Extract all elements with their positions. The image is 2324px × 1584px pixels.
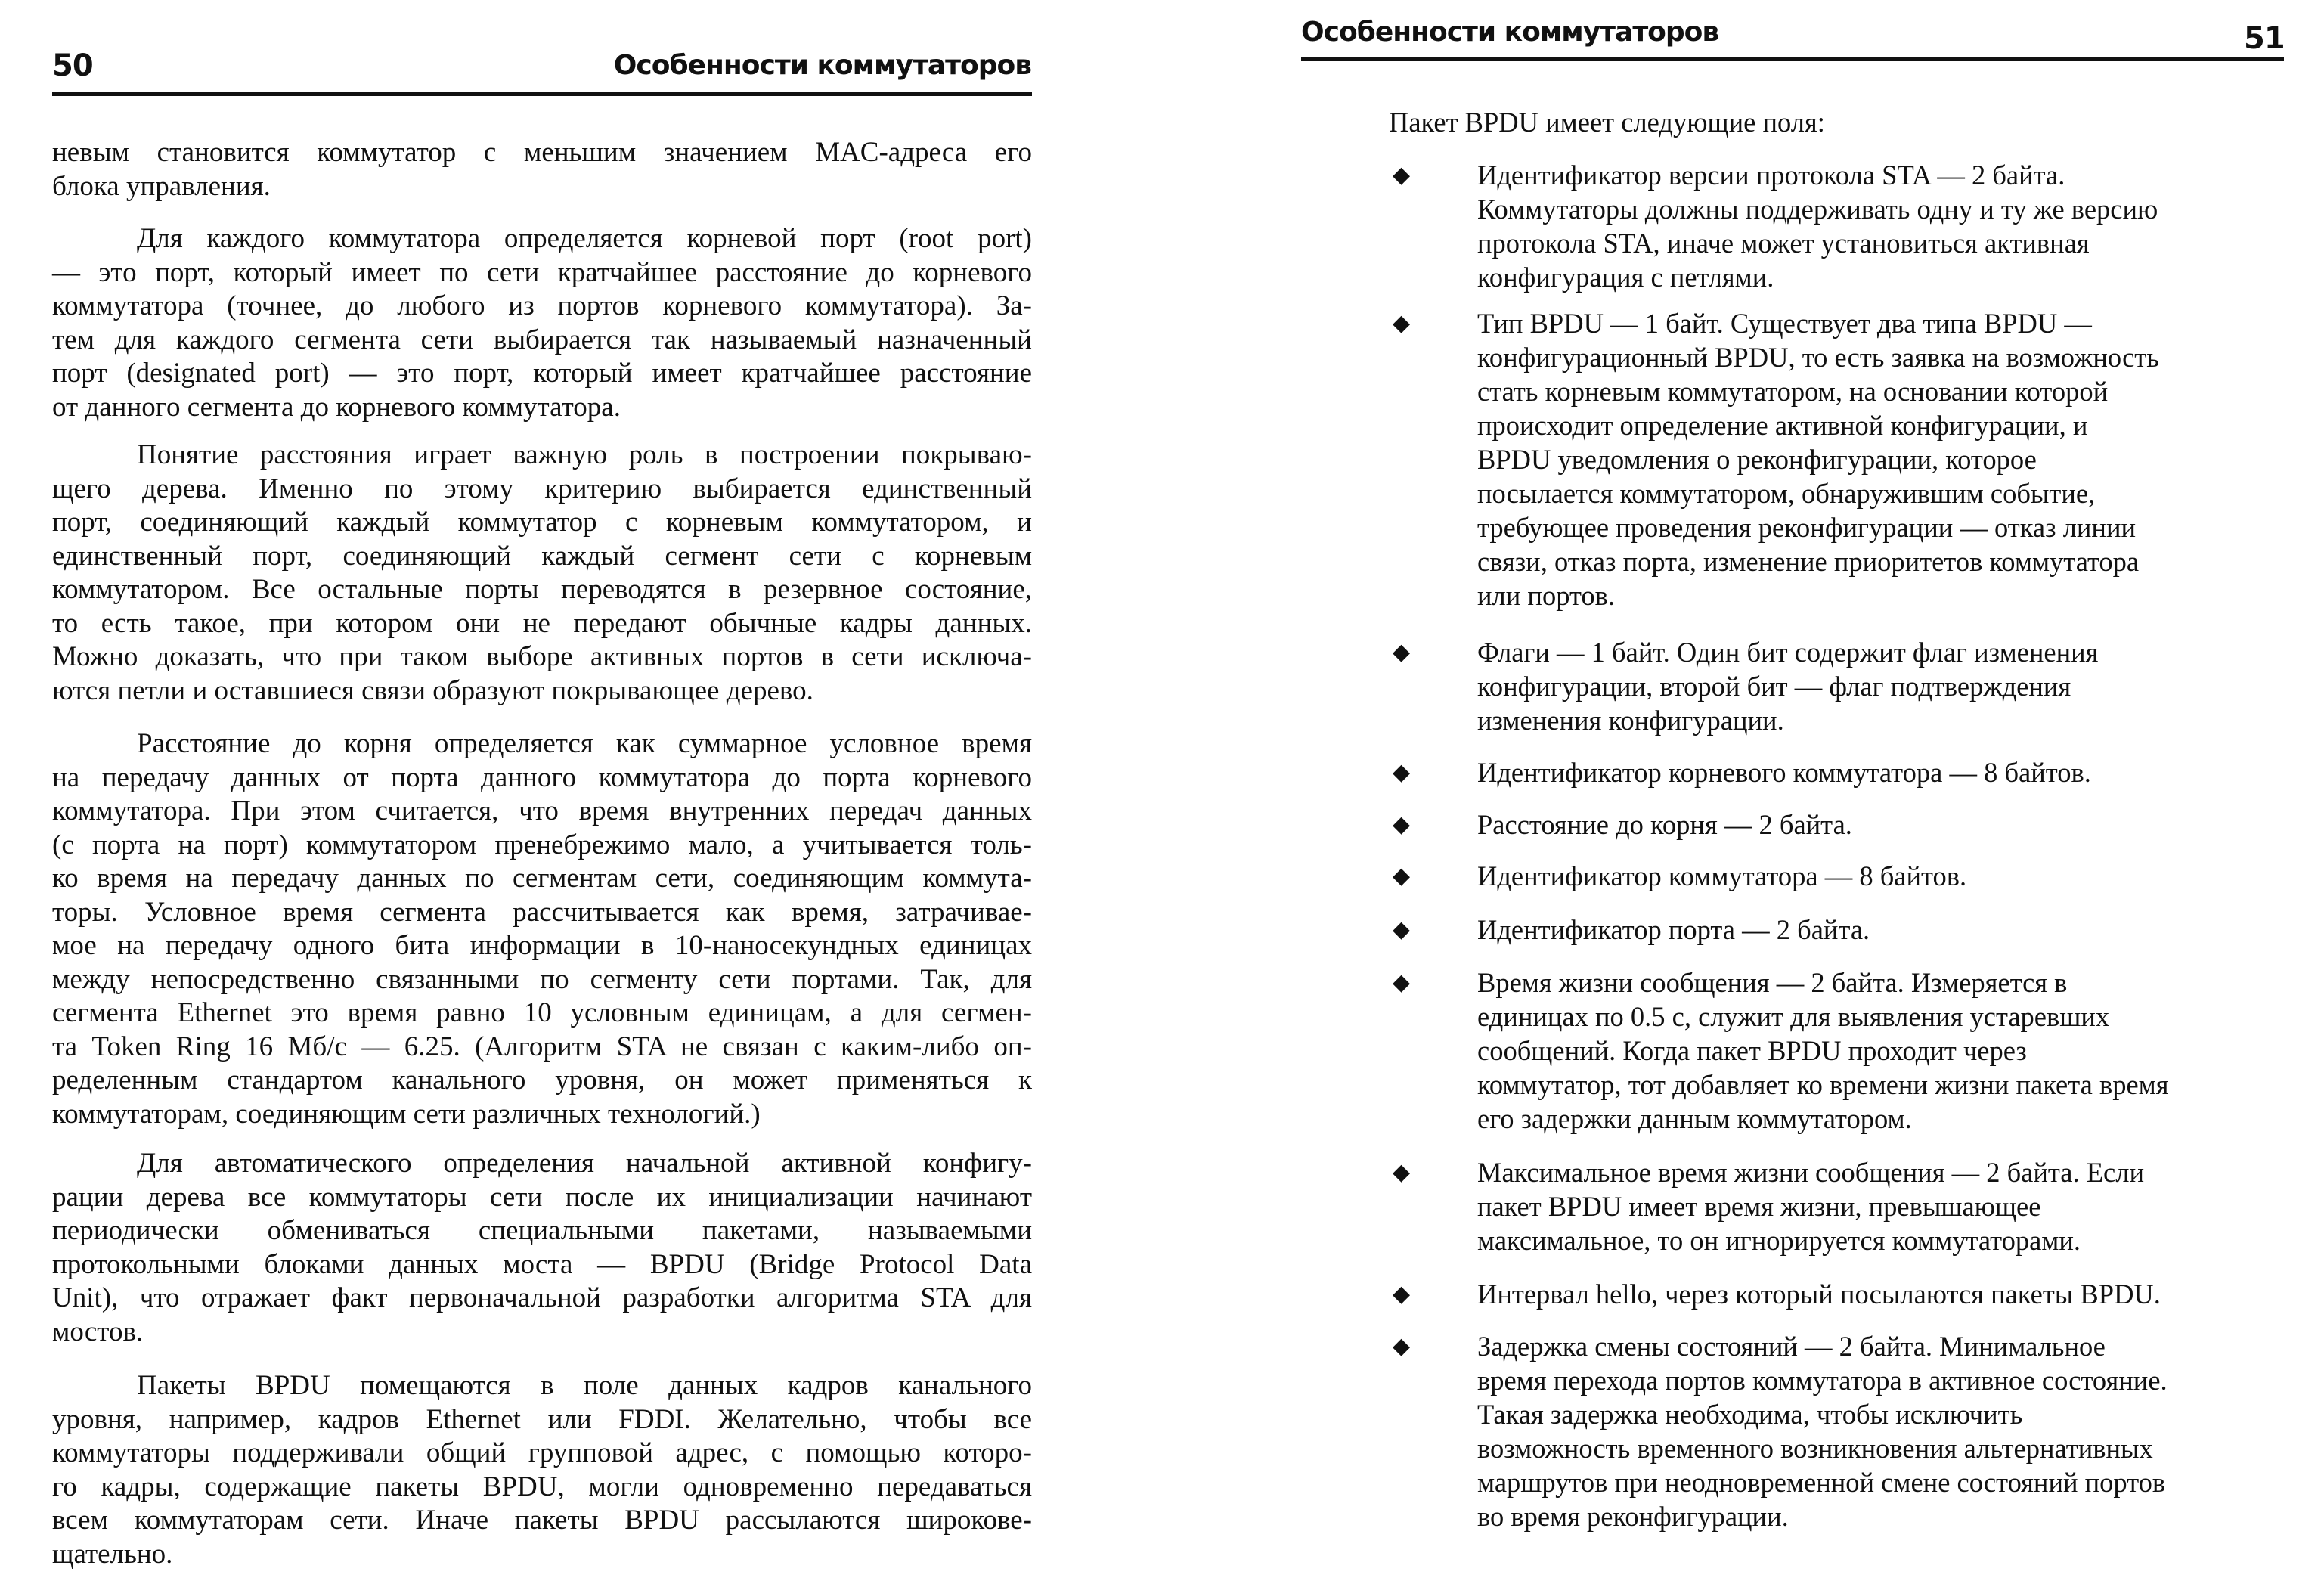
list-item — [1393, 306, 2286, 612]
text-line: Для автоматического определения начальной активной конфигу- — [137, 1148, 1032, 1179]
diamond-bullet-icon: ◆ — [1393, 970, 1411, 995]
page-number-left: 50 — [52, 48, 93, 83]
diamond-bullet-icon: ◆ — [1393, 163, 1411, 188]
text-line: Задержка смены состояний — 2 байта. Минимальное — [1477, 1331, 2106, 1362]
diamond-bullet-icon: ◆ — [1393, 1160, 1411, 1185]
paragraph — [52, 1369, 1032, 1571]
text-line: коммутаторы поддерживали общий групповой адрес, с помощью которо- — [52, 1437, 1032, 1468]
diamond-bullet-icon: ◆ — [1393, 311, 1411, 336]
text-line: порт, соединяющий каждый коммутатор с корневым коммутатором, и — [52, 507, 1032, 538]
text-line: Коммутаторы должны поддерживать одну и ту же версию — [1477, 194, 2158, 225]
text-line: Можно доказать, что при таком выборе активных портов в сети исключа- — [52, 641, 1032, 672]
text-line: коммутатора (точнее, до любого из портов корневого коммутатора). За- — [52, 290, 1032, 321]
list-item — [1393, 966, 2286, 1136]
text-line: единственный порт, соединяющий каждый сегмент сети с корневым — [52, 540, 1032, 572]
text-line: Понятие расстояния играет важную роль в построении покрываю- — [137, 439, 1032, 470]
text-line: Идентификатор порта — 2 байта. — [1477, 914, 1870, 945]
text-line: максимальное, то он игнорируется коммутаторами. — [1477, 1225, 2081, 1256]
list-item — [1393, 755, 2286, 789]
text-line: Расстояние до корня — 2 байта. — [1477, 809, 1852, 840]
text-line: протокольными блоками данных моста — BPDU (Bridge Protocol Data — [52, 1248, 1032, 1280]
text-line: стать корневым коммутатором, на основании которой — [1477, 376, 2109, 407]
text-line: время перехода портов коммутатора в активное состояние. — [1477, 1365, 2168, 1396]
text-line: пакет BPDU имеет время жизни, превышающее — [1477, 1191, 2041, 1222]
paragraph — [52, 1147, 1032, 1349]
text-line: Расстояние до корня определяется как суммарное условное время — [137, 728, 1032, 759]
list-item — [1393, 807, 2286, 842]
text-line: Для каждого коммутатора определяется корневой порт (root port) — [137, 223, 1032, 254]
page-number-right: 51 — [2244, 21, 2285, 56]
text-line: рации дерева все коммутаторы сети после их инициализации начинают — [52, 1181, 1032, 1213]
text-line: конфигурационный BPDU, то есть заявка на возможность — [1477, 342, 2159, 373]
text-line: BPDU уведомления о реконфигурации, которое — [1477, 444, 2037, 475]
text-line: во время реконфигурации. — [1477, 1501, 1789, 1532]
text-line: Интервал hello, через который посылаются пакеты BPDU. — [1477, 1279, 2161, 1310]
text-line: — это порт, который имеет по сети кратчайшее расстояние до корневого — [52, 256, 1032, 288]
text-line: конфигурация с петлями. — [1477, 262, 1774, 293]
text-line: Флаги — 1 байт. Один бит содержит флаг изменения — [1477, 637, 2099, 668]
text-line: его задержки данным коммутатором. — [1477, 1103, 1912, 1134]
diamond-bullet-icon: ◆ — [1393, 917, 1411, 942]
text-line: мостов. — [52, 1316, 144, 1347]
list-item — [1393, 158, 2286, 294]
text-line: щего дерева. Именно по этому критерию выбирается единственный — [52, 473, 1032, 504]
text-line: торы. Условное время сегмента рассчитывается как время, затрачивае- — [52, 896, 1032, 928]
diamond-bullet-icon: ◆ — [1393, 760, 1411, 785]
text-line: всем коммутаторам сети. Иначе пакеты BPDU рассылаются широкове- — [52, 1505, 1032, 1536]
text-line: тем для каждого сегмента сети выбирается так называемый назначенный — [52, 324, 1032, 355]
text-line: мое на передачу одного бита информации в 10-наносекундных единицах — [52, 930, 1032, 961]
paragraph — [52, 136, 1032, 203]
list-item — [1393, 1329, 2286, 1533]
text-line: связи, отказ порта, изменение приоритетов коммутатора — [1477, 546, 2140, 577]
text-line: периодически обмениваться специальными пакетами, называемыми — [52, 1215, 1032, 1246]
text-line: уровня, например, кадров Ethernet или FDDI. Желательно, чтобы все — [52, 1403, 1032, 1435]
list-item — [1393, 859, 2286, 893]
text-line: сообщений. Когда пакет BPDU проходит через — [1477, 1035, 2027, 1066]
text-line: Тип BPDU — 1 байт. Существует два типа BPDU — — [1477, 308, 2092, 339]
list-item — [1393, 1277, 2286, 1311]
list-item — [1393, 635, 2286, 737]
text-line: ко время на передачу данных по сегментам сети, соединяющим коммута- — [52, 863, 1032, 894]
paragraph — [52, 439, 1032, 708]
text-line: Идентификатор корневого коммутатора — 8 байтов. — [1477, 757, 2091, 788]
text-line: изменения конфигурации. — [1477, 705, 1784, 736]
text-line: или портов. — [1477, 580, 1616, 611]
text-line: коммутаторам, соединяющим сети различных технологий.) — [52, 1098, 761, 1130]
running-head-left: Особенности коммутаторов — [613, 50, 1031, 81]
text-line: Идентификатор коммутатора — 8 байтов. — [1477, 860, 1967, 891]
running-head-right: Особенности коммутаторов — [1301, 17, 1719, 48]
text-line: (с порта на порт) коммутатором пренебрежимо мало, а учитывается толь- — [52, 829, 1032, 860]
text-line: невым становится коммутатор с меньшим значением MAC-адреса его — [52, 137, 1032, 168]
text-line: Unit), что отражает факт первоначальной разработки алгоритма STA для — [52, 1282, 1032, 1313]
text-line: коммутатором. Все остальные порты переводятся в резервное состояние, — [52, 574, 1032, 605]
text-line: сегмента Ethernet это время равно 10 условным единицам, а для сегмен- — [52, 997, 1032, 1028]
text-line: между непосредственно связанными по сегменту сети портами. Так, для — [52, 963, 1032, 995]
text-line: блока управления. — [52, 170, 271, 202]
text-line: конфигурации, второй бит — флаг подтверждения — [1477, 671, 2071, 702]
text-line: возможность временного возникновения альтернативных — [1477, 1433, 2153, 1464]
diamond-bullet-icon: ◆ — [1393, 863, 1411, 888]
text-line: Такая задержка необходима, чтобы исключить — [1477, 1399, 2023, 1430]
text-line: Идентификатор версии протокола STA — 2 байта. — [1477, 160, 2065, 191]
diamond-bullet-icon: ◆ — [1393, 1282, 1411, 1307]
text-line: порт (designated port) — это порт, который имеет кратчайшее расстояние — [52, 358, 1032, 389]
text-line: на передачу данных от порта данного коммутатора до порта корневого — [52, 761, 1032, 793]
paragraph — [52, 222, 1032, 424]
text-line: протокола STA, иначе может установиться активная — [1477, 228, 2090, 259]
text-line: маршрутов при неодновременной смене состояний портов — [1477, 1467, 2166, 1498]
text-line: то есть такое, при котором они не передают обычные кадры данных. — [52, 607, 1032, 639]
text-line: ределенным стандартом канального уровня, он может применяться к — [52, 1065, 1032, 1096]
intro-text: Пакет BPDU имеет следующие поля: — [1389, 107, 1825, 138]
text-line: го кадры, содержащие пакеты BPDU, могли одновременно передаваться — [52, 1471, 1032, 1502]
text-line: коммутатор, тот добавляет ко времени жизни пакета время — [1477, 1069, 2169, 1100]
text-line: ются петли и оставшиеся связи образуют покрывающее дерево. — [52, 674, 813, 706]
header-rule-left — [52, 92, 1032, 96]
paragraph — [52, 727, 1032, 1131]
text-line: Пакеты BPDU помещаются в поле данных кадров канального — [137, 1370, 1032, 1401]
header-rule-right — [1301, 57, 2284, 61]
text-line: требующее проведения реконфигурации — отказ линии — [1477, 512, 2137, 543]
text-line: Максимальное время жизни сообщения — 2 байта. Если — [1477, 1157, 2145, 1188]
text-line: происходит определение активной конфигурации, и — [1477, 410, 2088, 441]
text-line: коммутатора. При этом считается, что время внутренних передач данных — [52, 795, 1032, 826]
text-line: единицах по 0.5 с, служит для выявления устаревших — [1477, 1001, 2110, 1032]
text-line: щательно. — [52, 1538, 173, 1570]
text-line: от данного сегмента до корневого коммутатора. — [52, 391, 621, 423]
text-line: та Token Ring 16 Мб/с — 6.25. (Алгоритм STA не связан с каким-либо оп- — [52, 1031, 1032, 1062]
list-item — [1393, 1155, 2286, 1257]
text-line: посылается коммутатором, обнаружившим событие, — [1477, 478, 2096, 509]
list-item — [1393, 913, 2286, 947]
diamond-bullet-icon: ◆ — [1393, 640, 1411, 665]
diamond-bullet-icon: ◆ — [1393, 812, 1411, 837]
diamond-bullet-icon: ◆ — [1393, 1334, 1411, 1359]
text-line: Время жизни сообщения — 2 байта. Измеряется в — [1477, 967, 2068, 998]
